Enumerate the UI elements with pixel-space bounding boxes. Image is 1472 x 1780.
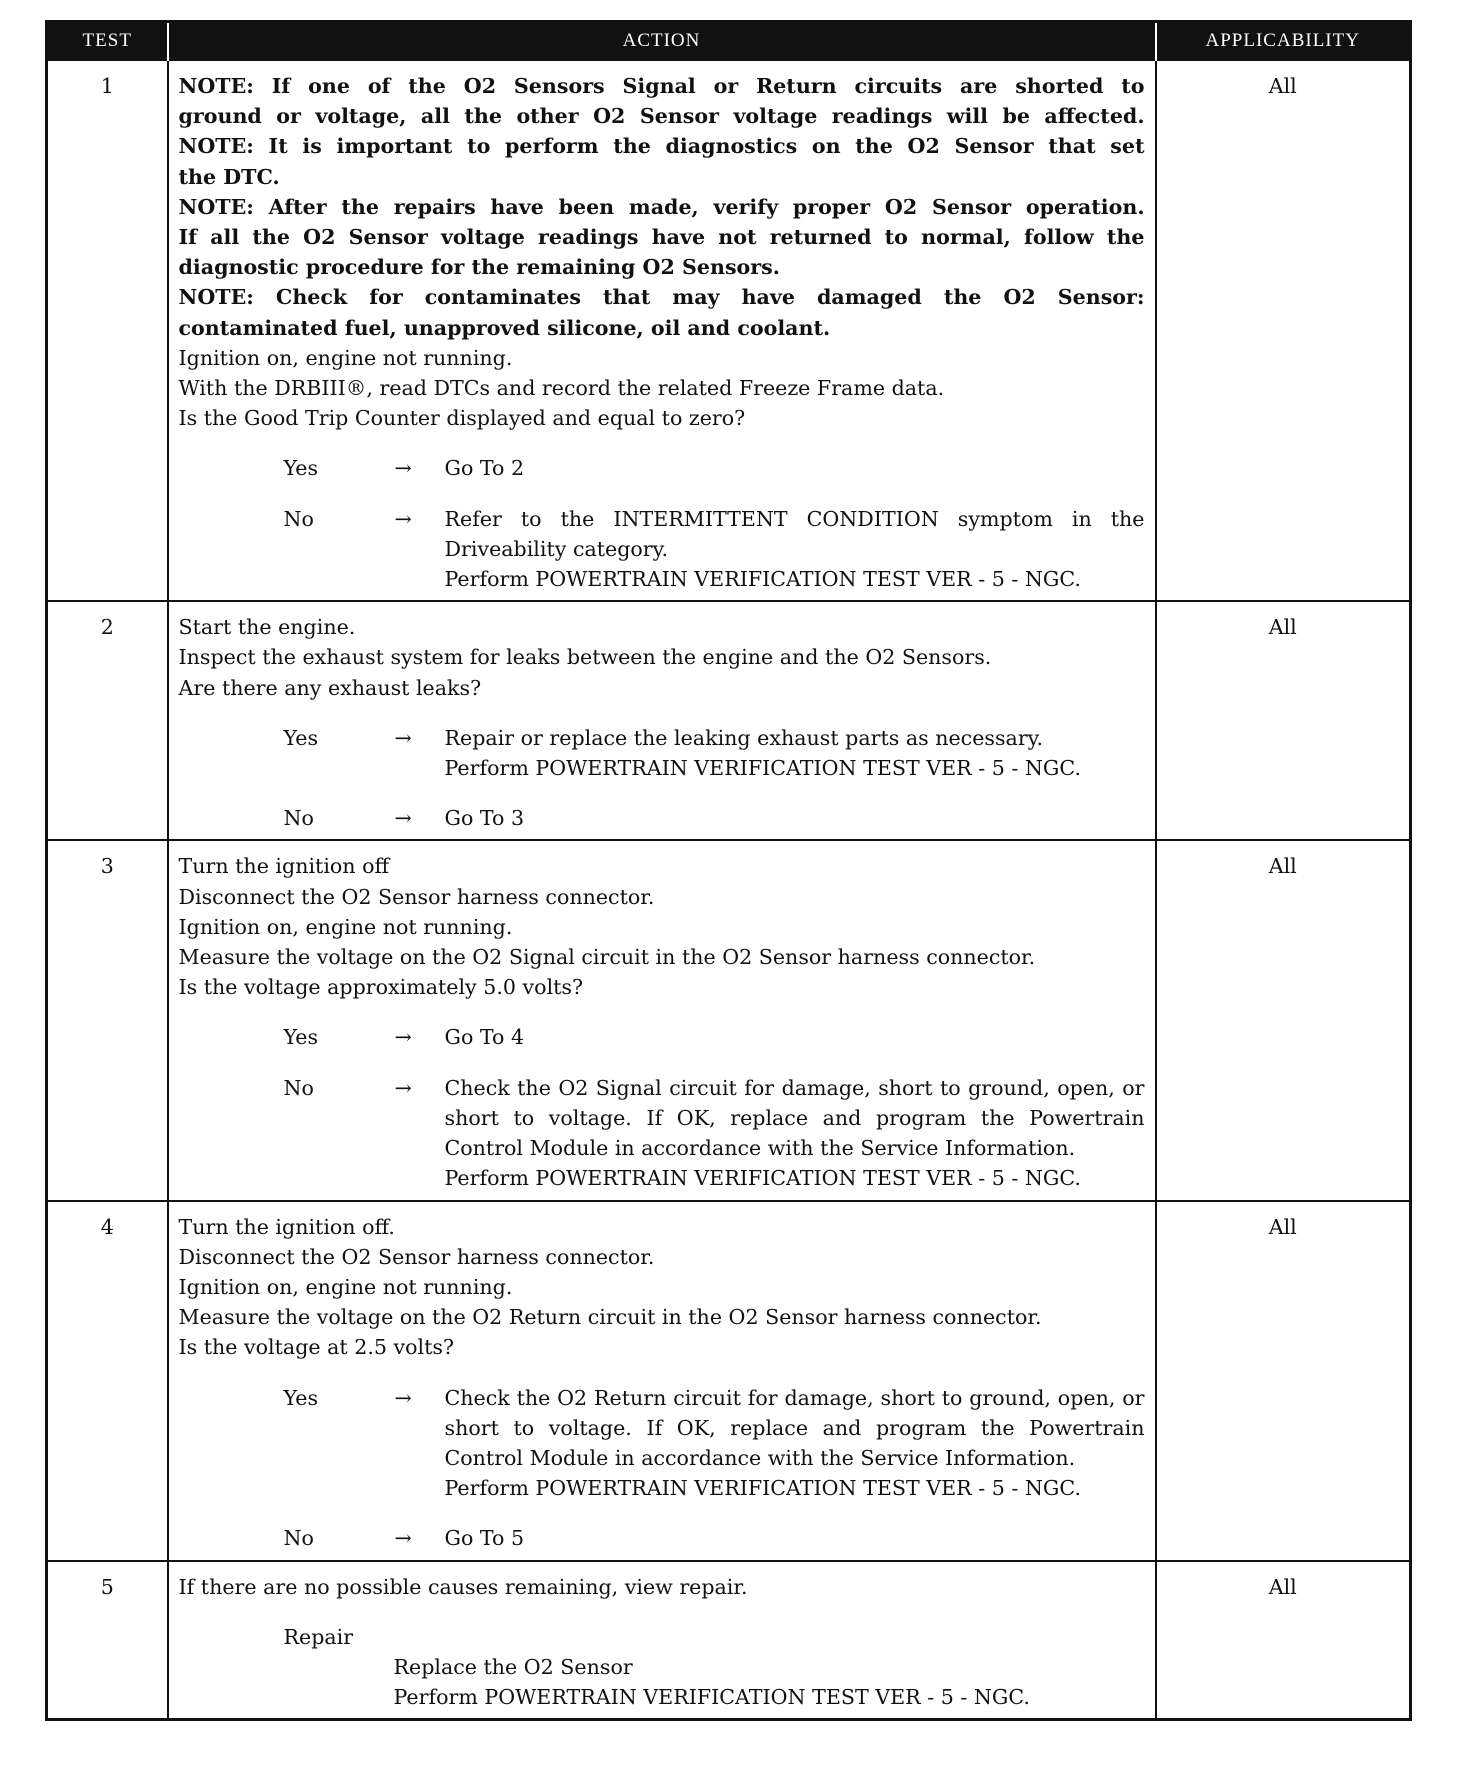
result-line: Perform POWERTRAIN VERIFICATION TEST VER - 5 - NGC. [444,1166,1081,1191]
step-line: Measure the voltage on the O2 Signal circuit in the O2 Sensor harness connector. [178,945,1036,970]
yes-branch [179,453,1145,483]
yes-label: Yes [283,1025,319,1050]
yes-branch [179,1383,1145,1504]
header-applicability: APPLICABILITY [1156,22,1411,61]
step-line: Start the engine. [178,615,356,640]
header-action: ACTION [168,22,1156,61]
note-line: NOTE: Check for contaminates that may have damaged the O2 Sensor: [178,285,1145,310]
result-line: Driveability category. [444,536,669,561]
note-line: contaminated fuel, unapproved silicone, oil and coolant. [178,315,831,340]
result-line: short to voltage. If OK, replace and program the Powertrain [444,1415,1145,1440]
question-line: Is the Good Trip Counter displayed and equal to zero? [178,406,746,431]
no-branch [179,1523,1145,1553]
test-number: 1 [47,60,168,601]
test-row-5 [47,1561,1411,1720]
yes-result [445,723,1145,783]
arrow-icon: → [394,1526,412,1551]
question-line: Are there any exhaust leaks? [178,675,482,700]
yes-label: Yes [283,1385,319,1410]
yes-label: Yes [283,725,319,750]
test-action [168,601,1156,840]
step-line: With the DRBIII®, read DTCs and record the related Freeze Frame data. [178,376,945,401]
header-test: TEST [47,22,168,61]
yes-result [445,1383,1145,1504]
no-label: No [283,506,314,531]
arrow-icon: → [394,506,412,531]
result-line: Check the O2 Signal circuit for damage, short to ground, open, or [444,1075,1145,1100]
step-line: Inspect the exhaust system for leaks between the engine and the O2 Sensors. [178,645,992,670]
table-header [47,22,1411,61]
no-result [445,1073,1145,1194]
result-line: Refer to the INTERMITTENT CONDITION symptom in the [444,506,1145,531]
result-line: Go To 5 [444,1526,525,1551]
diagnostic-test-document [45,20,1409,1721]
yes-result [445,453,1145,483]
arrow-icon: → [394,456,412,481]
result-line: Control Module in accordance with the Service Information. [444,1445,1076,1470]
result-line: Check the O2 Return circuit for damage, short to ground, open, or [444,1385,1145,1410]
result-line: Go To 4 [444,1025,525,1050]
result-line: Go To 2 [444,456,525,481]
step-line: Ignition on, engine not running. [178,914,513,939]
test-row-4 [47,1201,1411,1561]
no-result [445,803,1145,833]
test-number: 4 [47,1201,168,1561]
note-line: NOTE: If one of the O2 Sensors Signal or Return circuits are shorted to [178,74,1145,98]
test-applicability: All [1156,840,1411,1200]
step-line: If there are no possible causes remaining, view repair. [178,1574,748,1599]
diagnostic-test-table [45,20,1412,1721]
repair-block [179,1622,1145,1713]
test-action [168,1561,1156,1720]
test-applicability: All [1156,1201,1411,1561]
note-line: ground or voltage, all the other O2 Sensor voltage readings will be affected. [178,104,1145,129]
yes-result [445,1022,1145,1052]
note-line: If all the O2 Sensor voltage readings have not returned to normal, follow the [178,225,1145,250]
arrow-icon: → [394,1025,412,1050]
no-branch [179,803,1145,833]
note-line: diagnostic procedure for the remaining O2 Sensors. [178,255,780,280]
step-line: Turn the ignition off. [178,1214,395,1239]
result-line: short to voltage. If OK, replace and program the Powertrain [444,1105,1145,1130]
arrow-icon: → [394,1385,412,1410]
no-branch [179,504,1145,595]
test-applicability: All [1156,60,1411,601]
repair-line: Replace the O2 Sensor [393,1654,633,1679]
step-line: Turn the ignition off [178,854,390,879]
result-line: Perform POWERTRAIN VERIFICATION TEST VER - 5 - NGC. [444,567,1081,592]
question-line: Is the voltage at 2.5 volts? [178,1335,455,1360]
result-line: Perform POWERTRAIN VERIFICATION TEST VER - 5 - NGC. [444,1476,1081,1501]
yes-branch [179,1022,1145,1052]
test-action [168,840,1156,1200]
result-line: Control Module in accordance with the Service Information. [444,1136,1076,1161]
test-number: 2 [47,601,168,840]
test-action [168,1201,1156,1561]
question-line: Is the voltage approximately 5.0 volts? [178,975,584,1000]
step-line: Ignition on, engine not running. [178,1274,513,1299]
result-line: Repair or replace the leaking exhaust parts as necessary. [444,725,1044,750]
test-row-1 [47,60,1411,601]
test-applicability: All [1156,601,1411,840]
note-line: the DTC. [178,164,280,189]
test-row-2 [47,601,1411,840]
no-label: No [283,806,314,831]
step-line: Disconnect the O2 Sensor harness connector. [178,1244,655,1269]
repair-label: Repair [283,1624,354,1649]
no-label: No [283,1526,314,1551]
step-line: Measure the voltage on the O2 Return circuit in the O2 Sensor harness connector. [178,1305,1042,1330]
result-line: Go To 3 [444,806,525,831]
arrow-icon: → [394,725,412,750]
no-label: No [283,1075,314,1100]
yes-label: Yes [283,456,319,481]
test-row-3 [47,840,1411,1200]
no-result [445,1523,1145,1553]
test-number: 5 [47,1561,168,1720]
test-number: 3 [47,840,168,1200]
step-line: Ignition on, engine not running. [178,345,513,370]
step-line: Disconnect the O2 Sensor harness connector. [178,884,655,909]
no-branch [179,1073,1145,1194]
arrow-icon: → [394,806,412,831]
test-applicability: All [1156,1561,1411,1720]
repair-line: Perform POWERTRAIN VERIFICATION TEST VER - 5 - NGC. [393,1685,1030,1710]
yes-branch [179,723,1145,783]
no-result [445,504,1145,595]
result-line: Perform POWERTRAIN VERIFICATION TEST VER - 5 - NGC. [444,756,1081,781]
note-line: NOTE: It is important to perform the diagnostics on the O2 Sensor that set [178,134,1145,159]
test-action [168,60,1156,601]
arrow-icon: → [394,1075,412,1100]
note-line: NOTE: After the repairs have been made, verify proper O2 Sensor operation. [178,194,1145,219]
